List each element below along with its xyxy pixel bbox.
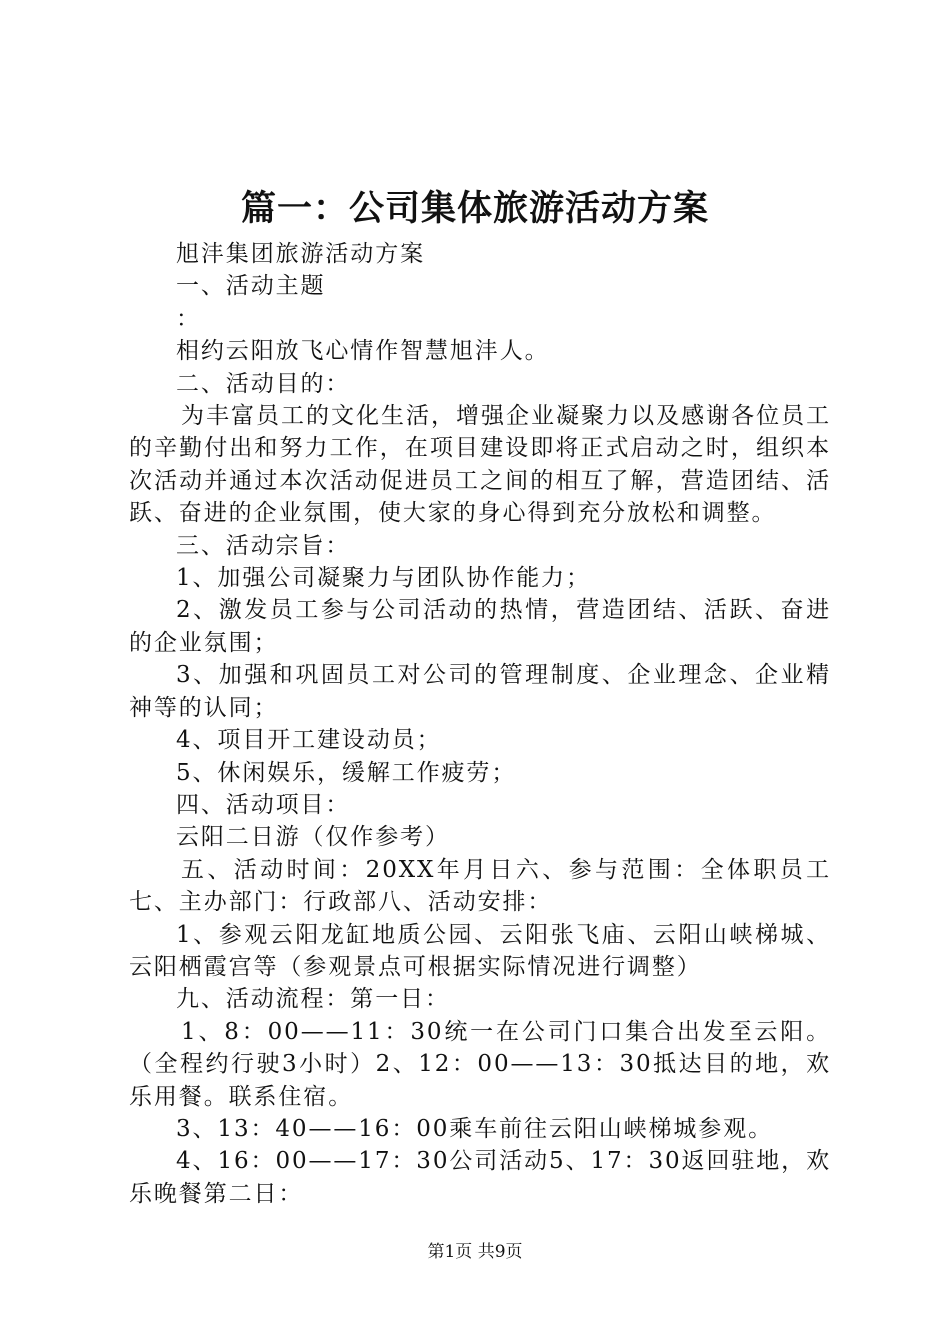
paragraph-purpose-text: 为丰富员工的文化生活，增强企业凝聚力以及感谢各位员工的辛勤付出和努力工作，在项目建设即将正式启动之时，组织本次活动并通过本次活动促进员工之间的相互了解，营造团结、活跃、奋进的企业氛围，使大家的身心得到充分放松和调整。 bbox=[129, 403, 831, 527]
list-item-principle-1: 1、加强公司凝聚力与团队协作能力； bbox=[176, 565, 591, 592]
list-item-arrangement-1: 1、参观云阳龙缸地质公园、云阳张飞庙、云阳山峡梯城、云阳栖霞宫等（参观景点可根据实际情况进行调整） bbox=[129, 921, 831, 980]
paragraph-items-text: 云阳二日游（仅作参考） bbox=[176, 824, 450, 851]
page-footer: 第1页 共9页 bbox=[427, 1242, 523, 1262]
list-item-principle-2: 2、激发员工参与公司活动的热情，营造团结、活跃、奋进的企业氛围； bbox=[129, 597, 831, 656]
list-item-principle-4: 4、项目开工建设动员； bbox=[176, 727, 442, 754]
paragraph-time-scope-organizer: 五、活动时间：20XX年月日六、参与范围：全体职员工七、主办部门：行政部八、活动安排： bbox=[129, 856, 831, 916]
heading-activity-process: 九、活动流程：第一日： bbox=[176, 986, 450, 1013]
document-title: 篇一：公司集体旅游活动方案 bbox=[240, 188, 709, 229]
paragraph-subtitle: 旭沣集团旅游活动方案 bbox=[176, 241, 425, 267]
document-body bbox=[129, 238, 831, 1210]
list-item-process-1: 1、8：00——11：30统一在公司门口集合出发至云阳。（全程约行驶3小时）2、12：00——13：30抵达目的地，欢乐用餐。联系住宿。 bbox=[129, 1018, 831, 1110]
paragraph-colon: ： bbox=[176, 305, 201, 332]
list-item-principle-5: 5、休闲娱乐，缓解工作疲劳； bbox=[176, 759, 517, 786]
list-item-process-3: 3、13：40——16：00乘车前往云阳山峡梯城参观。 bbox=[176, 1115, 773, 1142]
paragraph-theme-text: 相约云阳放飞心情作智慧旭沣人。 bbox=[176, 338, 550, 365]
list-item-principle-3: 3、加强和巩固员工对公司的管理制度、企业理念、企业精神等的认同； bbox=[129, 662, 831, 721]
heading-activity-theme: 一、活动主题 bbox=[176, 273, 326, 300]
heading-activity-principle: 三、活动宗旨： bbox=[176, 532, 351, 559]
heading-activity-items: 四、活动项目： bbox=[176, 791, 351, 818]
heading-activity-purpose: 二、活动目的： bbox=[176, 370, 351, 397]
list-item-process-4: 4、16：00——17：30公司活动5、17：30返回驻地，欢乐晚餐第二日： bbox=[129, 1148, 831, 1207]
